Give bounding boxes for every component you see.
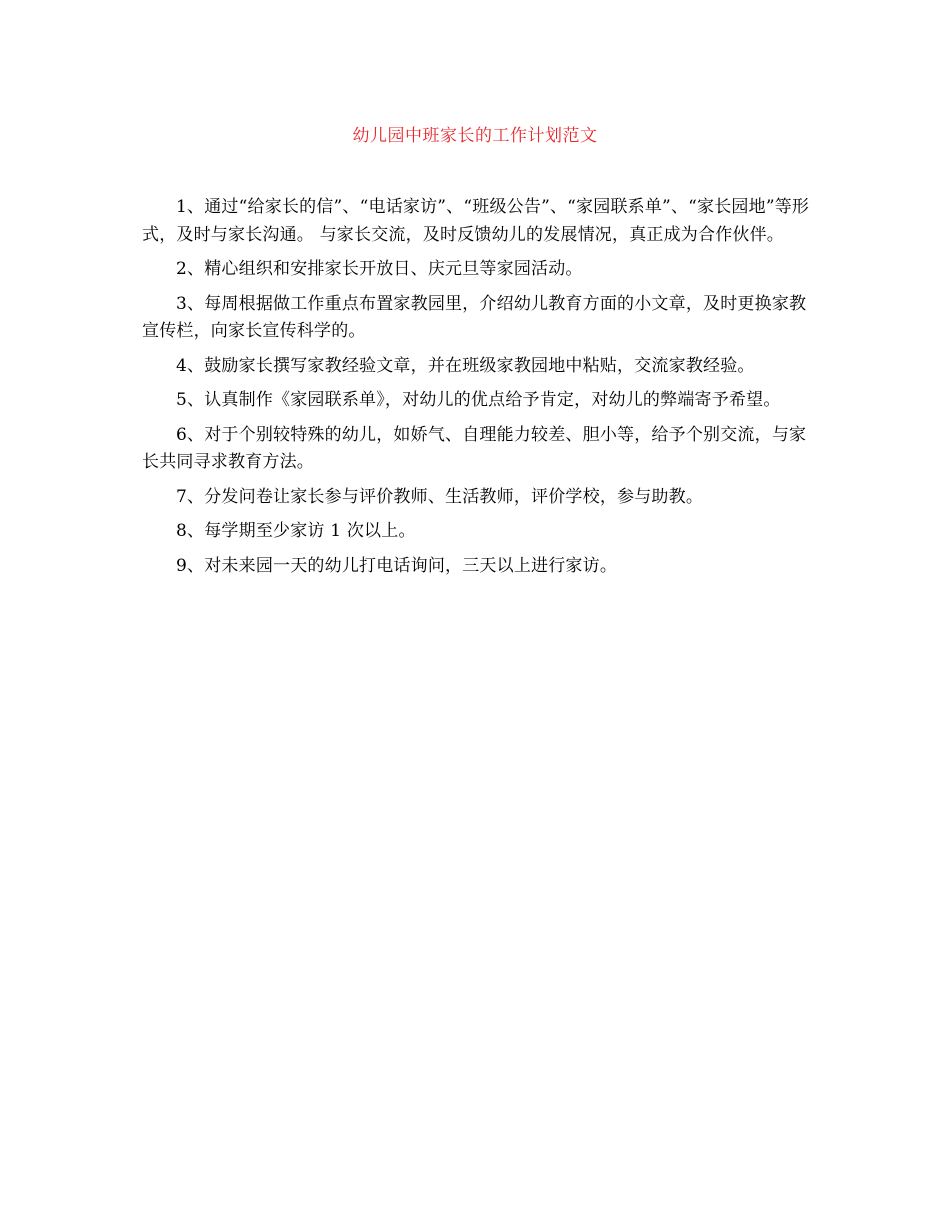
document-body: [142, 194, 810, 587]
paragraph-8: 8、每学期至少家访 1 次以上。: [176, 521, 416, 541]
paragraph-3: 3、每周根据做工作重点布置家教园里，介绍幼儿教育方面的小文章，及时更换家教宣传栏，向家长宣传科学的。: [142, 293, 807, 341]
paragraph-9: 9、对未来园一天的幼儿打电话询问，三天以上进行家访。: [176, 555, 618, 576]
paragraph-5: 5、认真制作《家园联系单》，对幼儿的优点给予肯定，对幼儿的弊端寄予希望。: [176, 390, 781, 410]
paragraph-4: 4、鼓励家长撰写家教经验文章，并在班级家教园地中粘贴，交流家教经验。: [176, 355, 755, 376]
paragraph-1: 1、通过“给家长的信”、“电话家访”、“班级公告”、“家园联系单”、“家长园地”等形式，及时与家长沟通。 与家长交流，及时反馈幼儿的发展情况，真正成为合作伙伴。: [142, 197, 810, 245]
document-title: 幼儿园中班家长的工作计划范文: [352, 126, 598, 146]
paragraph-7: 7、分发问卷让家长参与评价教师、生活教师，评价学校，参与助教。: [176, 486, 704, 507]
paragraph-6: 6、对于个别较特殊的幼儿，如娇气、自理能力较差、胆小等，给予个别交流，与家长共同寻求教育方法。: [142, 424, 807, 472]
paragraph-2: 2、精心组织和安排家长开放日、庆元旦等家园活动。: [176, 259, 583, 279]
